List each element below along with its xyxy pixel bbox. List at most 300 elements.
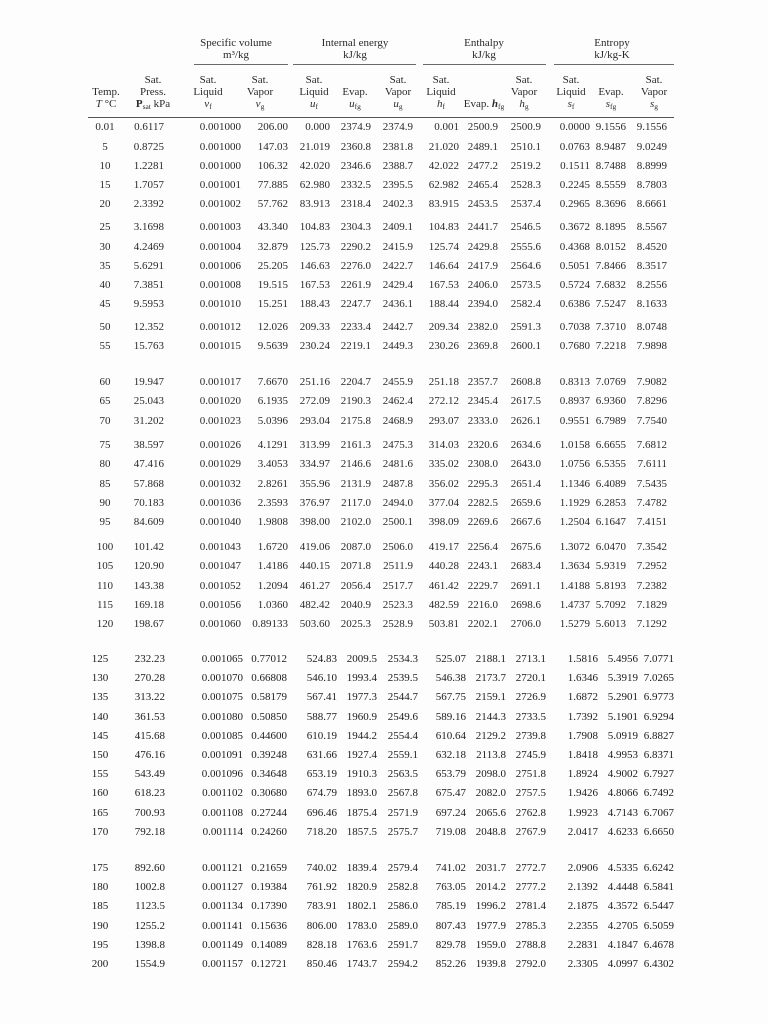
cell-sfg: 7.6832 bbox=[595, 278, 626, 291]
cell-hfg: 2477.2 bbox=[467, 159, 498, 172]
cell-sf: 2.2355 bbox=[567, 919, 598, 932]
cell-sfg: 8.9487 bbox=[595, 140, 626, 153]
cell-hg: 2500.9 bbox=[510, 121, 541, 134]
cell-sg: 6.5841 bbox=[643, 881, 674, 894]
cell-sf: 1.8418 bbox=[567, 749, 598, 761]
cell-temp: 45 bbox=[99, 298, 111, 311]
cell-ufg: 2374.9 bbox=[340, 121, 371, 134]
cell-uf: 696.46 bbox=[306, 806, 337, 819]
cell-sfg: 6.1647 bbox=[595, 515, 626, 528]
cell-sf: 1.6346 bbox=[567, 672, 598, 685]
cell-sg: 7.5435 bbox=[636, 477, 667, 490]
symbol: s bbox=[605, 98, 611, 110]
cell-ufg: 2071.8 bbox=[340, 560, 371, 573]
cell-hfg: 2188.1 bbox=[475, 653, 506, 666]
cell-hf: 503.81 bbox=[428, 617, 459, 630]
cell-ug: 2528.9 bbox=[382, 617, 413, 630]
cell-ug: 2468.9 bbox=[382, 414, 413, 427]
cell-temp: 175 bbox=[91, 861, 109, 874]
col-header-line: Sat. bbox=[305, 74, 323, 86]
cell-hfg: 2243.1 bbox=[467, 560, 498, 573]
cell-sfg: 6.5355 bbox=[595, 458, 626, 471]
col-header-line: Sat. bbox=[645, 74, 663, 86]
cell-hg: 2651.4 bbox=[510, 477, 541, 490]
cell-psat: 25.043 bbox=[133, 395, 164, 408]
cell-vg: 2.8261 bbox=[257, 477, 288, 490]
col-header-line: Vapor bbox=[640, 86, 668, 98]
cell-hf: 482.59 bbox=[428, 598, 459, 611]
col-header-line: Sat. bbox=[389, 74, 407, 86]
cell-sfg: 6.6655 bbox=[595, 439, 626, 452]
cell-sg: 7.4782 bbox=[636, 496, 667, 509]
col-header-line: Liquid bbox=[193, 86, 223, 98]
group-title: Specific volume bbox=[200, 37, 272, 49]
cell-hf: 21.020 bbox=[428, 140, 459, 153]
cell-sfg: 4.7143 bbox=[607, 806, 638, 819]
row-group bbox=[0, 859, 768, 974]
symbol: v bbox=[255, 98, 261, 110]
cell-hfg: 1939.8 bbox=[475, 957, 506, 970]
table-row bbox=[0, 859, 768, 878]
cell-ug: 2388.7 bbox=[382, 159, 413, 172]
cell-temp: 10 bbox=[99, 159, 111, 172]
cell-sg: 7.0265 bbox=[643, 672, 674, 685]
cell-sg: 6.8371 bbox=[643, 749, 674, 761]
cell-sf: 1.9426 bbox=[567, 787, 598, 800]
cell-uf: 419.06 bbox=[299, 541, 330, 554]
cell-temp: 40 bbox=[99, 278, 111, 291]
subscript: f bbox=[315, 102, 318, 111]
cell-vf: 0.001149 bbox=[202, 938, 243, 951]
cell-temp: 130 bbox=[91, 672, 109, 685]
cell-uf: 146.63 bbox=[299, 259, 330, 272]
cell-uf: 653.19 bbox=[306, 768, 337, 781]
cell-vf: 0.001012 bbox=[199, 321, 241, 334]
cell-vf: 0.001056 bbox=[199, 598, 241, 611]
cell-ug: 2455.9 bbox=[382, 376, 413, 389]
cell-vf: 0.001102 bbox=[202, 787, 243, 800]
cell-temp: 190 bbox=[91, 919, 109, 932]
cell-vf: 0.001127 bbox=[202, 881, 243, 894]
cell-hf: 546.38 bbox=[435, 672, 466, 685]
cell-hfg: 2320.6 bbox=[467, 439, 498, 452]
cell-temp: 35 bbox=[99, 259, 111, 272]
cell-ufg: 2087.0 bbox=[340, 541, 371, 554]
cell-vg: 0.21659 bbox=[251, 861, 287, 874]
cell-uf: 42.020 bbox=[299, 159, 330, 172]
symbol: h bbox=[519, 98, 525, 110]
col-header-sg bbox=[622, 74, 686, 110]
cell-hfg: 2333.0 bbox=[467, 414, 498, 427]
cell-vg: 0.58179 bbox=[251, 691, 287, 704]
cell-vg: 32.879 bbox=[257, 240, 288, 253]
table-row bbox=[0, 708, 768, 727]
cell-hfg: 2202.1 bbox=[467, 617, 498, 630]
cell-hg: 2667.6 bbox=[510, 515, 541, 528]
cell-psat: 1.7057 bbox=[133, 178, 164, 191]
cell-sfg: 5.7092 bbox=[595, 598, 626, 611]
cell-sf: 1.1346 bbox=[559, 477, 590, 490]
cell-vg: 0.30680 bbox=[251, 787, 287, 800]
cell-psat: 700.93 bbox=[134, 806, 165, 819]
row-group bbox=[0, 318, 768, 356]
cell-hfg: 2406.0 bbox=[467, 278, 498, 291]
cell-ufg: 2040.9 bbox=[340, 598, 371, 611]
cell-hfg: 2159.1 bbox=[475, 691, 506, 704]
col-header-symbol bbox=[204, 98, 211, 110]
cell-psat: 169.18 bbox=[133, 598, 164, 611]
cell-psat: 7.3851 bbox=[133, 278, 164, 291]
cell-ufg: 2304.3 bbox=[340, 221, 371, 234]
cell-uf: 125.73 bbox=[299, 240, 330, 253]
table-row bbox=[0, 295, 768, 314]
cell-hg: 2713.1 bbox=[515, 653, 546, 666]
col-header-symbol bbox=[568, 98, 575, 110]
cell-hf: 188.44 bbox=[428, 298, 459, 311]
subscript: f bbox=[571, 102, 575, 111]
cell-hg: 2643.0 bbox=[510, 458, 541, 471]
table-body bbox=[0, 118, 768, 974]
group-title: Entropy bbox=[594, 37, 630, 49]
table-row bbox=[0, 804, 768, 823]
group-rule-entropy bbox=[554, 64, 674, 65]
table-row bbox=[0, 917, 768, 936]
cell-sg: 6.7067 bbox=[643, 806, 674, 819]
cell-sf: 1.5279 bbox=[559, 617, 590, 630]
cell-hf: 719.08 bbox=[435, 825, 466, 838]
cell-uf: 0.000 bbox=[305, 121, 330, 134]
col-header-symbol bbox=[310, 98, 318, 110]
group-header-internal-energy bbox=[290, 37, 420, 61]
symbol: u bbox=[393, 98, 399, 110]
cell-ufg: 2360.8 bbox=[340, 140, 371, 153]
cell-hfg: 2031.7 bbox=[475, 861, 506, 874]
cell-psat: 120.90 bbox=[133, 560, 164, 573]
cell-sf: 1.6872 bbox=[567, 691, 598, 704]
cell-sg: 8.2556 bbox=[636, 278, 667, 291]
cell-sfg: 7.3710 bbox=[595, 321, 626, 334]
cell-ufg: 2261.9 bbox=[340, 278, 371, 291]
cell-hfg: 2429.8 bbox=[467, 240, 498, 253]
table-row bbox=[0, 475, 768, 494]
cell-sf: 0.2965 bbox=[559, 198, 590, 211]
cell-psat: 1255.2 bbox=[134, 919, 165, 932]
cell-sg: 8.7803 bbox=[636, 178, 667, 191]
cell-psat: 9.5953 bbox=[133, 298, 164, 311]
cell-hfg: 2065.6 bbox=[475, 806, 506, 819]
cell-ufg: 1783.0 bbox=[346, 919, 377, 932]
cell-sf: 0.6386 bbox=[559, 298, 590, 311]
cell-ug: 2544.7 bbox=[387, 691, 418, 704]
group-title: Enthalpy bbox=[464, 37, 504, 49]
table-row bbox=[0, 337, 768, 356]
cell-ug: 2517.7 bbox=[382, 579, 413, 592]
cell-ufg: 2131.9 bbox=[340, 477, 371, 490]
cell-psat: 543.49 bbox=[134, 768, 165, 781]
cell-hf: 209.34 bbox=[428, 321, 459, 334]
cell-sf: 0.0000 bbox=[559, 121, 590, 134]
cell-hg: 2683.4 bbox=[510, 560, 541, 573]
cell-vf: 0.001004 bbox=[199, 240, 241, 253]
cell-temp: 105 bbox=[96, 560, 114, 573]
cell-hf: 697.24 bbox=[435, 806, 466, 819]
cell-temp: 185 bbox=[91, 900, 109, 913]
cell-sfg: 5.4956 bbox=[607, 653, 638, 666]
cell-psat: 4.2469 bbox=[133, 240, 164, 253]
cell-sfg: 8.7488 bbox=[595, 159, 626, 172]
cell-temp: 155 bbox=[91, 768, 109, 781]
col-header-line: Evap. bbox=[342, 86, 368, 98]
cell-vg: 0.19384 bbox=[251, 881, 287, 894]
cell-hf: 852.26 bbox=[435, 957, 466, 970]
cell-hf: 314.03 bbox=[428, 439, 459, 452]
cell-vf: 0.001157 bbox=[202, 957, 243, 970]
cell-vf: 0.001006 bbox=[199, 259, 241, 272]
cell-uf: 376.97 bbox=[299, 496, 330, 509]
cell-ug: 2481.6 bbox=[382, 458, 413, 471]
cell-vf: 0.001121 bbox=[202, 861, 243, 874]
cell-sfg: 5.9319 bbox=[595, 560, 626, 573]
cell-hfg: 2489.1 bbox=[467, 140, 498, 153]
cell-hg: 2617.5 bbox=[510, 395, 541, 408]
cell-temp: 110 bbox=[96, 579, 114, 592]
cell-psat: 892.60 bbox=[134, 861, 165, 874]
cell-vg: 106.32 bbox=[257, 159, 288, 172]
cell-vg: 15.251 bbox=[257, 298, 288, 311]
cell-ug: 2462.4 bbox=[382, 395, 413, 408]
cell-hg: 2781.4 bbox=[515, 900, 546, 913]
cell-sfg: 4.9002 bbox=[607, 768, 638, 781]
cell-uf: 62.980 bbox=[299, 178, 330, 191]
cell-psat: 143.38 bbox=[133, 579, 164, 592]
cell-hg: 2626.1 bbox=[510, 414, 541, 427]
col-header-symbol bbox=[519, 98, 528, 110]
cell-sf: 1.0756 bbox=[559, 458, 590, 471]
cell-hfg: 2357.7 bbox=[467, 376, 498, 389]
cell-vf: 0.001010 bbox=[199, 298, 241, 311]
cell-ug: 2374.9 bbox=[382, 121, 413, 134]
table-row bbox=[0, 577, 768, 596]
cell-uf: 334.97 bbox=[299, 458, 330, 471]
cell-ufg: 1960.9 bbox=[346, 710, 377, 723]
cell-hg: 2510.1 bbox=[510, 140, 541, 153]
cell-vf: 0.001080 bbox=[201, 710, 243, 723]
cell-sfg: 9.1556 bbox=[595, 121, 626, 134]
cell-ug: 2589.0 bbox=[387, 919, 418, 932]
cell-hg: 2720.1 bbox=[515, 672, 546, 685]
cell-hfg: 2173.7 bbox=[475, 672, 506, 685]
cell-psat: 1.2281 bbox=[133, 159, 164, 172]
cell-hfg: 1996.2 bbox=[475, 900, 506, 913]
cell-ug: 2422.7 bbox=[382, 259, 413, 272]
cell-sfg: 8.3696 bbox=[595, 198, 626, 211]
row-group bbox=[0, 650, 768, 842]
cell-uf: 482.42 bbox=[299, 598, 330, 611]
cell-sg: 6.5447 bbox=[643, 900, 674, 913]
cell-ufg: 2219.1 bbox=[340, 340, 371, 353]
cell-ug: 2575.7 bbox=[387, 825, 418, 838]
cell-sf: 0.8937 bbox=[559, 395, 590, 408]
cell-vg: 0.24260 bbox=[251, 825, 287, 838]
cell-ug: 2475.3 bbox=[382, 439, 413, 452]
cell-sg: 7.2952 bbox=[636, 560, 667, 573]
cell-hf: 230.26 bbox=[428, 340, 459, 353]
cell-temp: 135 bbox=[91, 691, 109, 704]
symbol: u bbox=[349, 98, 355, 110]
cell-psat: 57.868 bbox=[133, 477, 164, 490]
cell-ufg: 2025.3 bbox=[340, 617, 371, 630]
cell-uf: 355.96 bbox=[299, 477, 330, 490]
cell-sfg: 8.5559 bbox=[595, 178, 626, 191]
col-header-symbol bbox=[256, 98, 265, 110]
cell-vf: 0.001134 bbox=[202, 900, 243, 913]
cell-ug: 2449.3 bbox=[382, 340, 413, 353]
cell-psat: 101.42 bbox=[133, 541, 164, 554]
cell-sg: 7.1829 bbox=[636, 598, 667, 611]
cell-ug: 2586.0 bbox=[387, 900, 418, 913]
group-title: Internal energy bbox=[321, 37, 389, 49]
cell-sg: 7.8296 bbox=[636, 395, 667, 408]
cell-ug: 2442.7 bbox=[382, 321, 413, 334]
cell-uf: 440.15 bbox=[299, 560, 330, 573]
col-header-symbol bbox=[650, 98, 658, 110]
cell-vg: 147.03 bbox=[257, 140, 288, 153]
cell-uf: 567.41 bbox=[306, 691, 337, 704]
cell-ufg: 2009.5 bbox=[346, 653, 377, 666]
cell-sg: 7.4151 bbox=[636, 515, 667, 528]
cell-hg: 2757.5 bbox=[515, 787, 546, 800]
cell-hf: 356.02 bbox=[428, 477, 459, 490]
cell-psat: 361.53 bbox=[134, 710, 165, 723]
cell-vf: 0.001060 bbox=[199, 617, 241, 630]
table-row bbox=[0, 494, 768, 513]
cell-psat: 12.352 bbox=[133, 321, 164, 334]
cell-hf: 377.04 bbox=[428, 496, 459, 509]
table-row bbox=[0, 650, 768, 669]
cell-vg: 0.66808 bbox=[251, 672, 287, 685]
cell-vf: 0.001020 bbox=[199, 395, 241, 408]
cell-temp: 25 bbox=[99, 221, 111, 234]
cell-sfg: 6.0470 bbox=[595, 541, 626, 554]
cell-ug: 2567.8 bbox=[387, 787, 418, 800]
cell-hg: 2745.9 bbox=[515, 749, 546, 761]
cell-sg: 6.6650 bbox=[643, 825, 674, 838]
symbol: s bbox=[567, 98, 572, 110]
symbol: T bbox=[95, 98, 102, 110]
cell-uf: 740.02 bbox=[306, 861, 337, 874]
cell-temp: 85 bbox=[99, 477, 111, 490]
cell-sf: 1.7908 bbox=[567, 729, 598, 742]
cell-uf: 104.83 bbox=[299, 221, 330, 234]
table-row bbox=[0, 784, 768, 803]
cell-psat: 232.23 bbox=[134, 653, 165, 666]
cell-vf: 0.001043 bbox=[199, 541, 241, 554]
cell-hg: 2772.7 bbox=[515, 861, 546, 874]
cell-sf: 1.5816 bbox=[567, 653, 598, 666]
cell-hfg: 2229.7 bbox=[467, 579, 498, 592]
cell-sf: 2.0906 bbox=[567, 861, 598, 874]
table-row bbox=[0, 195, 768, 214]
symbol: s bbox=[649, 98, 655, 110]
cell-uf: 631.66 bbox=[306, 749, 337, 761]
cell-sf: 1.3072 bbox=[559, 541, 590, 554]
cell-ug: 2494.0 bbox=[382, 496, 413, 509]
table-row bbox=[0, 157, 768, 176]
cell-sfg: 8.1895 bbox=[595, 221, 626, 234]
cell-sf: 2.0417 bbox=[567, 825, 598, 838]
table-row bbox=[0, 257, 768, 276]
cell-vg: 77.885 bbox=[257, 178, 288, 191]
cell-psat: 1002.8 bbox=[134, 881, 165, 894]
table-row bbox=[0, 436, 768, 455]
cell-vg: 1.9808 bbox=[257, 515, 288, 528]
subscript: f bbox=[442, 102, 445, 111]
cell-ug: 2381.8 bbox=[382, 140, 413, 153]
cell-vf: 0.001075 bbox=[201, 691, 243, 704]
cell-temp: 120 bbox=[96, 617, 114, 630]
cell-sfg: 5.2901 bbox=[607, 691, 638, 704]
cell-vg: 19.515 bbox=[257, 278, 288, 291]
row-group bbox=[0, 118, 768, 214]
cell-sf: 0.3672 bbox=[559, 221, 590, 234]
cell-hg: 2739.8 bbox=[515, 729, 546, 742]
table-row bbox=[0, 538, 768, 557]
group-rule-enthalpy bbox=[423, 64, 546, 65]
col-header-line: Sat. bbox=[515, 74, 533, 86]
cell-hg: 2582.4 bbox=[510, 298, 541, 311]
cell-psat: 415.68 bbox=[134, 729, 165, 742]
cell-sf: 2.1392 bbox=[567, 881, 598, 894]
cell-vf: 0.001036 bbox=[199, 496, 241, 509]
cell-ug: 2582.8 bbox=[387, 881, 418, 894]
cell-sg: 8.0748 bbox=[636, 321, 667, 334]
cell-ug: 2579.4 bbox=[387, 861, 418, 874]
table-row bbox=[0, 615, 768, 634]
cell-temp: 145 bbox=[91, 729, 109, 742]
cell-uf: 398.00 bbox=[299, 515, 330, 528]
table-row bbox=[0, 176, 768, 195]
cell-ug: 2559.1 bbox=[387, 749, 418, 761]
subscript: f bbox=[209, 102, 212, 111]
cell-hf: 763.05 bbox=[435, 881, 466, 894]
cell-uf: 21.019 bbox=[299, 140, 330, 153]
cell-psat: 47.416 bbox=[133, 458, 164, 471]
cell-hfg: 2394.0 bbox=[467, 298, 498, 311]
cell-psat: 15.763 bbox=[133, 340, 164, 353]
cell-temp: 170 bbox=[91, 825, 109, 838]
table-row bbox=[0, 669, 768, 688]
cell-hg: 2785.3 bbox=[515, 919, 546, 932]
cell-vg: 0.17390 bbox=[251, 900, 287, 913]
cell-sfg: 4.6233 bbox=[607, 825, 638, 838]
cell-hf: 83.915 bbox=[428, 198, 459, 211]
col-header-symbol bbox=[606, 98, 617, 110]
group-unit: m³/kg bbox=[223, 49, 249, 61]
col-header-line: Press. bbox=[140, 86, 166, 98]
cell-vf: 0.001108 bbox=[202, 806, 243, 819]
cell-ug: 2554.4 bbox=[387, 729, 418, 742]
cell-sg: 6.6242 bbox=[643, 861, 674, 874]
cell-hf: 741.02 bbox=[435, 861, 466, 874]
cell-hf: 251.18 bbox=[428, 376, 459, 389]
cell-vf: 0.001040 bbox=[199, 515, 241, 528]
cell-hfg: 2113.8 bbox=[476, 749, 506, 761]
cell-ufg: 2318.4 bbox=[340, 198, 371, 211]
cell-ufg: 1977.3 bbox=[346, 691, 377, 704]
col-header-line: Temp. bbox=[92, 86, 120, 98]
cell-hf: 807.43 bbox=[435, 919, 466, 932]
cell-temp: 90 bbox=[99, 496, 111, 509]
